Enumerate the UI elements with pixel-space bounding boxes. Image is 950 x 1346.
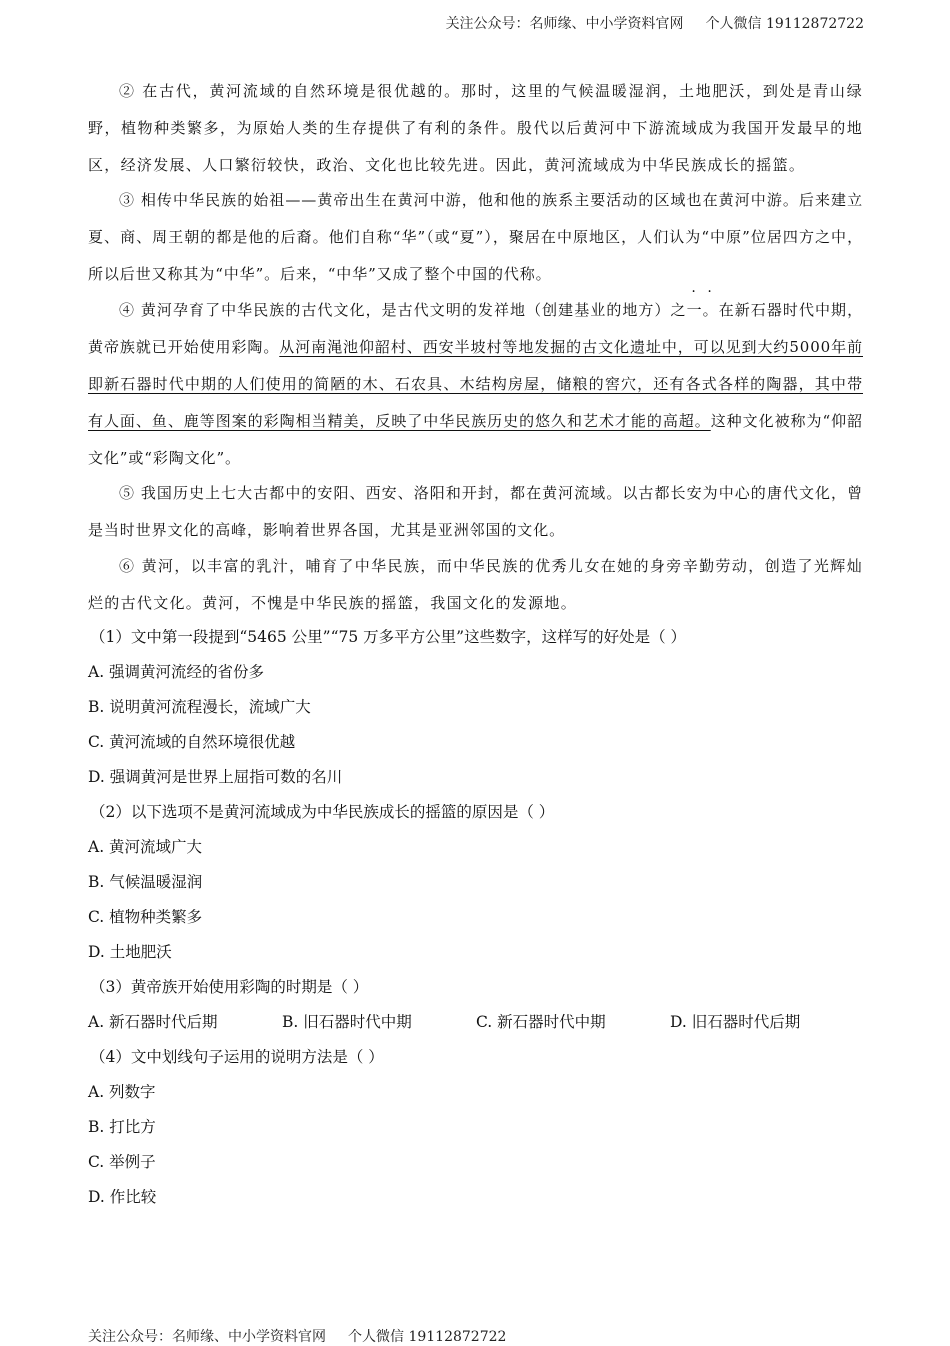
question-3-option-c[interactable]: C. 新石器时代中期 [476,1013,606,1031]
question-4-option-a[interactable]: A. 列数字 [88,1083,156,1101]
question-4-option-d[interactable]: D. 作比较 [88,1188,157,1206]
header-account: 关注公众号：名师缘、中小学资料官网 [445,16,684,32]
emphasis-dot-char-2: 一 [686,301,703,319]
question-1-option-d[interactable]: D. 强调黄河是世界上屈指可数的名川 [88,768,343,786]
question-4-stem: （4）文中划线句子运用的说明方法是（ ） [90,1048,384,1066]
question-2-option-b[interactable]: B. 气候温暖湿润 [88,873,203,891]
paragraph-4 [88,292,863,477]
question-3-stem: （3）黄帝族开始使用彩陶的时期是（ ） [90,978,369,996]
question-1-option-c[interactable]: C. 黄河流域的自然环境很优越 [88,733,296,751]
page-footer [88,1326,506,1346]
header-wechat: 个人微信 19112872722 [705,16,864,32]
paragraph-4-lead: 。在新石器时代中期，黄帝族就已开始使用彩陶。 [88,301,863,356]
paragraph-5: ⑤ 我国历史上七大古都中的安阳、西安、洛阳和开封，都在黄河流域。以古都长安为中心的唐代文化，曾是当时世界文化的高峰，影响着世界各国，尤其是亚洲邻国的文化。 [88,484,863,539]
emphasis-dot-char-1: 之 [670,301,687,319]
question-2-option-d[interactable]: D. 土地肥沃 [88,943,172,961]
paragraph-6: ⑥ 黄河，以丰富的乳汁，哺育了中华民族，而中华民族的优秀儿女在她的身旁辛勤劳动，创造了光辉灿烂的古代文化。黄河，不愧是中华民族的摇篮，我国文化的发源地。 [88,557,863,612]
question-2-option-c[interactable]: C. 植物种类繁多 [88,908,203,926]
question-3-option-a[interactable]: A. 新石器时代后期 [88,1013,218,1031]
footer-wechat: 个人微信 19112872722 [348,1329,507,1345]
question-3-option-d[interactable]: D. 旧石器时代后期 [670,1013,801,1031]
question-4-option-c[interactable]: C. 举例子 [88,1153,156,1171]
question-3-option-b[interactable]: B. 旧石器时代中期 [282,1013,412,1031]
question-2-option-a[interactable]: A. 黄河流域广大 [88,838,203,856]
underlined-sentence: 从河南渑池仰韶村、西安半坡村等地发掘的古文化遗址中，可以见到大约5000年前即新石器时代中期的人们使用的简陋的木、石农具、木结构房屋，储粮的窖穴，还有各式各样的陶器，其中带有人面、鱼、鹿等图案的彩陶相当精美，反映了中华民族历史的悠久和艺术才能的高超。 [88,338,863,430]
question-1-option-b[interactable]: B. 说明黄河流程漫长，流域广大 [88,698,311,716]
page-header [446,13,864,33]
paragraph-4-intro: ④ 黄河孕育了中华民族的古代文化，是古代文明的发祥地（创建基业的地方） [119,301,671,319]
question-4-option-b[interactable]: B. 打比方 [88,1118,156,1136]
question-2-stem: （2）以下选项不是黄河流域成为中华民族成长的摇篮的原因是（ ） [90,803,555,821]
question-1-stem: （1）文中第一段提到“5465 公里”“75 万多平方公里”这些数字，这样写的好处是（ ） [90,628,687,646]
footer-account: 关注公众号：名师缘、中小学资料官网 [88,1329,326,1345]
question-1-option-a[interactable]: A. 强调黄河流经的省份多 [88,663,265,681]
paragraph-4-tail: 这种文化被称为“仰韶文化”或“彩陶文化”。 [88,412,863,467]
paragraph-3: ③ 相传中华民族的始祖——黄帝出生在黄河中游，他和他的族系主要活动的区域也在黄河中游。后来建立夏、商、周王朝的都是他的后裔。他们自称“华”（或“夏”），聚居在中原地区，人们认为“中原”位居四方之中，所以后世又称其为“中华”。后来，“中华”又成了整个中国的代称。 [88,191,863,283]
paragraph-2: ② 在古代，黄河流域的自然环境是很优越的。那时，这里的气候温暖湿润，土地肥沃，到处是青山绿野，植物种类繁多，为原始人类的生存提供了有利的条件。殷代以后黄河中下游流域成为我国开发最早的地区，经济发展、人口繁衍较快，政治、文化也比较先进。因此，黄河流域成为中华民族成长的摇篮。 [88,82,863,174]
